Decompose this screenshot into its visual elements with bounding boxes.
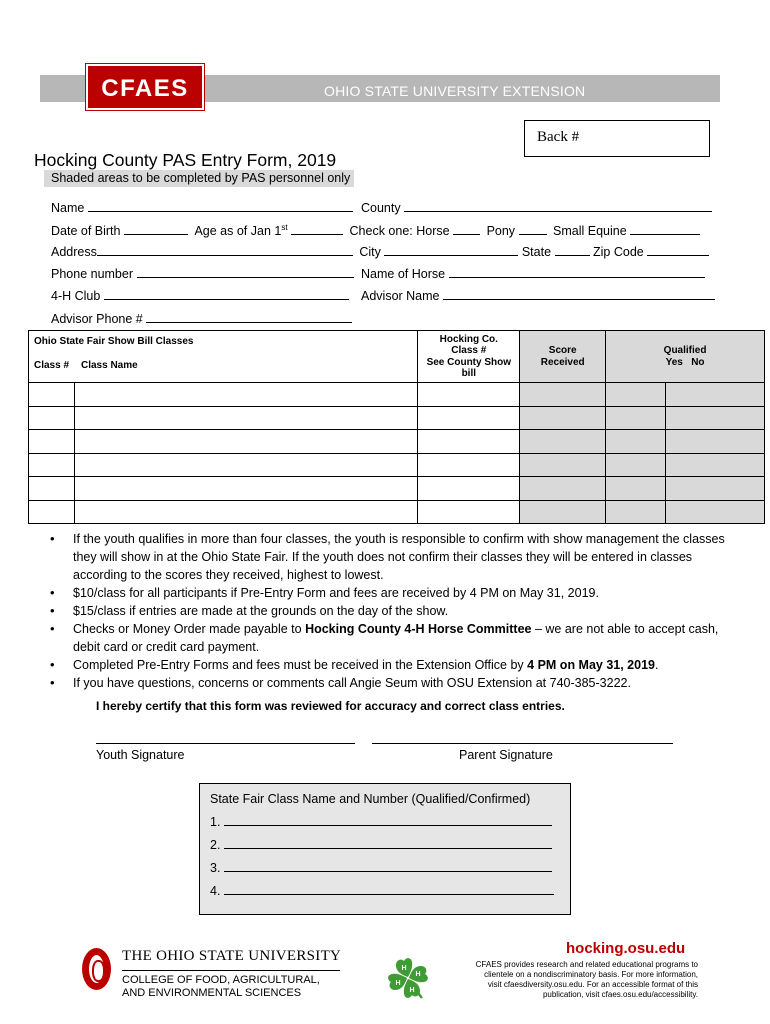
state-fair-item-number: 4.: [210, 884, 221, 898]
qualified-header-l1: Qualified: [663, 345, 707, 356]
state-label: State: [521, 245, 552, 259]
address-label: Address: [51, 245, 97, 259]
parent-signature-label: Parent Signature: [459, 748, 553, 762]
county-row: [361, 201, 712, 215]
parent-signature-line[interactable]: [372, 743, 673, 744]
qualified-no-cell[interactable]: [666, 453, 765, 477]
state-fair-item-field[interactable]: [224, 838, 552, 849]
four-h-clover-icon: [384, 954, 432, 1002]
shaded-note-text: Shaded areas to be completed by PAS personnel only: [51, 171, 351, 185]
county-field[interactable]: [404, 201, 712, 212]
score-header-l1: Score: [548, 345, 577, 356]
clover-letter: H: [415, 971, 421, 978]
class-number-cell[interactable]: [29, 430, 75, 454]
qualified-yes-cell[interactable]: [606, 453, 666, 477]
score-header-l2: Received: [540, 356, 585, 368]
name-field[interactable]: [88, 201, 353, 212]
table-row: [29, 430, 765, 454]
disclaimer-line: visit cfaesdiversity.osu.edu. For an accessible format of this: [487, 980, 698, 989]
rule-text: If you have questions, concerns or comments call Angie Seum with OSU Extension at 740-385-3222.: [73, 676, 631, 690]
rule-text: .: [655, 658, 659, 672]
qualified-no-cell[interactable]: [666, 430, 765, 454]
pony-label: Pony: [486, 224, 516, 239]
state-fair-item-number: 1.: [210, 815, 221, 829]
rule-item: [50, 656, 740, 674]
club-label: 4-H Club: [51, 289, 101, 303]
cfaes-logo-text: CFAES: [101, 75, 189, 102]
hocking-class-cell[interactable]: [418, 406, 520, 430]
rules-list: [50, 530, 740, 692]
rule-item: [50, 674, 740, 692]
score-header: [520, 331, 606, 383]
class-number-header: Class #: [34, 360, 70, 371]
club-field[interactable]: [104, 289, 349, 300]
qualified-yes-cell[interactable]: [606, 406, 666, 430]
address-row: [51, 245, 709, 259]
deadline: 4 PM on May 31, 2019: [527, 658, 655, 672]
osu-college-logo: [82, 946, 342, 1006]
state-fair-item: [210, 838, 552, 852]
hocking-class-header: [418, 331, 520, 383]
score-cell[interactable]: [520, 453, 606, 477]
qualified-no-cell[interactable]: [666, 383, 765, 407]
rule-text: $15/class if entries are made at the grounds on the day of the show.: [73, 604, 449, 618]
rule-text: – we are not able to accept cash, debit card or credit card payment.: [73, 622, 719, 654]
name-label: Name: [51, 201, 85, 215]
class-number-cell[interactable]: [29, 477, 75, 501]
score-cell[interactable]: [520, 430, 606, 454]
class-name-cell[interactable]: [74, 383, 417, 407]
table-row: [29, 383, 765, 407]
qualified-yes-cell[interactable]: [606, 500, 666, 524]
disclaimer-line: clientele on a nondiscriminatory basis. For more information,: [484, 970, 698, 979]
state-fair-item-field[interactable]: [224, 815, 552, 826]
state-fair-item: [210, 815, 552, 829]
check-one-label: Check one: Horse: [349, 224, 450, 239]
age-label: [194, 224, 287, 238]
phone-row: [51, 267, 354, 281]
class-name-cell[interactable]: [74, 477, 417, 501]
city-label: City: [359, 245, 381, 259]
cfaes-logo: [86, 64, 204, 110]
rule-item: [50, 620, 740, 656]
rule-item: [50, 584, 740, 602]
zip-label: Zip Code: [593, 245, 644, 259]
show-bill-header-text: Ohio State Fair Show Bill Classes: [34, 336, 194, 347]
hocking-header-l2: Class #: [451, 345, 487, 356]
state-fair-box: [199, 783, 571, 915]
advisor-name-row: [361, 289, 715, 303]
qualified-yes-cell[interactable]: [606, 477, 666, 501]
class-number-cell[interactable]: [29, 383, 75, 407]
age-label-text: Age as of Jan 1: [194, 224, 282, 239]
extension-banner-text: OHIO STATE UNIVERSITY EXTENSION: [324, 83, 586, 99]
address-field[interactable]: [97, 245, 353, 256]
clover-letter: H: [409, 987, 415, 994]
show-bill-header: [29, 331, 418, 383]
score-cell[interactable]: [520, 500, 606, 524]
table-header-row: [29, 331, 765, 383]
college-name-l2: AND ENVIRONMENTAL SCIENCES: [122, 987, 302, 999]
advisor-phone-row: [51, 312, 352, 326]
rule-text: Checks or Money Order made payable to: [73, 622, 306, 636]
rule-text: $10/class for all participants if Pre-Entry Form and fees are received by 4 PM on May 31, 2019.: [73, 586, 599, 600]
classes-table: [28, 330, 765, 524]
table-row: [29, 406, 765, 430]
rule-text: If the youth qualifies in more than four classes, the youth is responsible to confirm with show management the classes they will show in at the Ohio State Fair. If the youth does not confirm their classes they will be entered in classes according to the scores they received, highest to lowest.: [73, 532, 725, 582]
dob-label: Date of Birth: [51, 224, 121, 239]
hocking-class-cell[interactable]: [418, 500, 520, 524]
horse-check-field[interactable]: [453, 224, 480, 235]
state-field[interactable]: [555, 245, 590, 256]
horse-name-row: [361, 267, 705, 281]
rule-item: [50, 602, 740, 620]
advisor-phone-label: Advisor Phone #: [51, 312, 143, 326]
horse-name-field[interactable]: [449, 267, 705, 278]
advisor-phone-field[interactable]: [146, 312, 352, 323]
class-number-cell[interactable]: [29, 500, 75, 524]
clover-letter: H: [401, 965, 407, 972]
youth-signature-line[interactable]: [96, 743, 355, 744]
rule-text: Completed Pre-Entry Forms and fees must be received in the Extension Office by: [73, 658, 528, 672]
qualified-yes-cell[interactable]: [606, 430, 666, 454]
small-equine-label: Small Equine: [553, 224, 627, 239]
state-fair-item-number: 2.: [210, 838, 221, 852]
table-row: [29, 477, 765, 501]
table-row: [29, 500, 765, 524]
shaded-note: [44, 170, 354, 187]
class-name-cell[interactable]: [74, 430, 417, 454]
class-name-cell[interactable]: [74, 406, 417, 430]
phone-label: Phone number: [51, 267, 134, 281]
payee-name: Hocking County 4-H Horse Committee: [305, 622, 532, 636]
score-cell[interactable]: [520, 383, 606, 407]
state-fair-item-field[interactable]: [224, 861, 552, 872]
name-row: [51, 201, 353, 215]
qualified-no-cell[interactable]: [666, 406, 765, 430]
phone-field[interactable]: [137, 267, 354, 278]
county-label: County: [361, 201, 401, 215]
page-title: Hocking County PAS Entry Form, 2019: [34, 150, 337, 170]
qualified-header-l2: Yes No: [665, 356, 705, 368]
state-fair-item-field[interactable]: [224, 884, 554, 895]
zip-field[interactable]: [647, 245, 709, 256]
qualified-no-cell[interactable]: [666, 500, 765, 524]
table-row: [29, 453, 765, 477]
class-name-cell[interactable]: [74, 500, 417, 524]
pony-check-field[interactable]: [519, 224, 547, 235]
hocking-class-cell[interactable]: [418, 430, 520, 454]
back-number-label: Back #: [537, 129, 580, 145]
state-fair-title: State Fair Class Name and Number (Qualified/Confirmed): [210, 792, 531, 806]
hocking-class-cell[interactable]: [418, 477, 520, 501]
osu-divider: [122, 970, 340, 971]
hocking-class-cell[interactable]: [418, 383, 520, 407]
qualified-header: [606, 331, 765, 383]
state-fair-item: [210, 884, 554, 898]
small-equine-field[interactable]: [630, 224, 700, 235]
qualified-yes-cell[interactable]: [606, 383, 666, 407]
horse-name-label: Name of Horse: [361, 267, 446, 281]
score-cell[interactable]: [520, 477, 606, 501]
college-name: [122, 974, 320, 1000]
back-number-box[interactable]: [524, 120, 710, 157]
hocking-header-l3: See County Show: [426, 356, 512, 368]
class-name-header: Class Name: [81, 360, 138, 371]
advisor-name-label: Advisor Name: [361, 289, 440, 303]
class-number-cell[interactable]: [29, 406, 75, 430]
college-name-l1: COLLEGE OF FOOD, AGRICULTURAL,: [122, 974, 320, 986]
block-o-icon: [82, 948, 111, 990]
dob-row: [51, 223, 700, 238]
nondiscrimination-disclaimer: [470, 960, 698, 1000]
class-name-cell[interactable]: [74, 453, 417, 477]
dob-field[interactable]: [124, 224, 188, 235]
youth-signature-label: Youth Signature: [96, 748, 185, 762]
state-fair-item: [210, 861, 552, 875]
disclaimer-line: CFAES provides research and related educational programs to: [475, 960, 698, 969]
hocking-header-l4: bill: [461, 368, 477, 379]
score-cell[interactable]: [520, 406, 606, 430]
disclaimer-line: publication, visit cfaes.osu.edu/accessibility.: [542, 990, 698, 999]
class-number-cell[interactable]: [29, 453, 75, 477]
age-field[interactable]: [291, 224, 343, 235]
certification-statement: I hereby certify that this form was reviewed for accuracy and correct class entries.: [96, 699, 565, 713]
hocking-class-cell[interactable]: [418, 453, 520, 477]
advisor-name-field[interactable]: [443, 289, 715, 300]
osu-name: THE OHIO STATE UNIVERSITY: [122, 948, 342, 964]
age-label-sup: st: [281, 223, 288, 232]
hocking-url-link[interactable]: hocking.osu.edu: [566, 940, 686, 957]
hocking-header-l1: Hocking Co.: [439, 333, 498, 345]
clover-letter: H: [395, 980, 401, 987]
rule-item: [50, 530, 740, 584]
state-fair-item-number: 3.: [210, 861, 221, 875]
city-field[interactable]: [384, 245, 518, 256]
club-row: [51, 289, 349, 303]
qualified-no-cell[interactable]: [666, 477, 765, 501]
